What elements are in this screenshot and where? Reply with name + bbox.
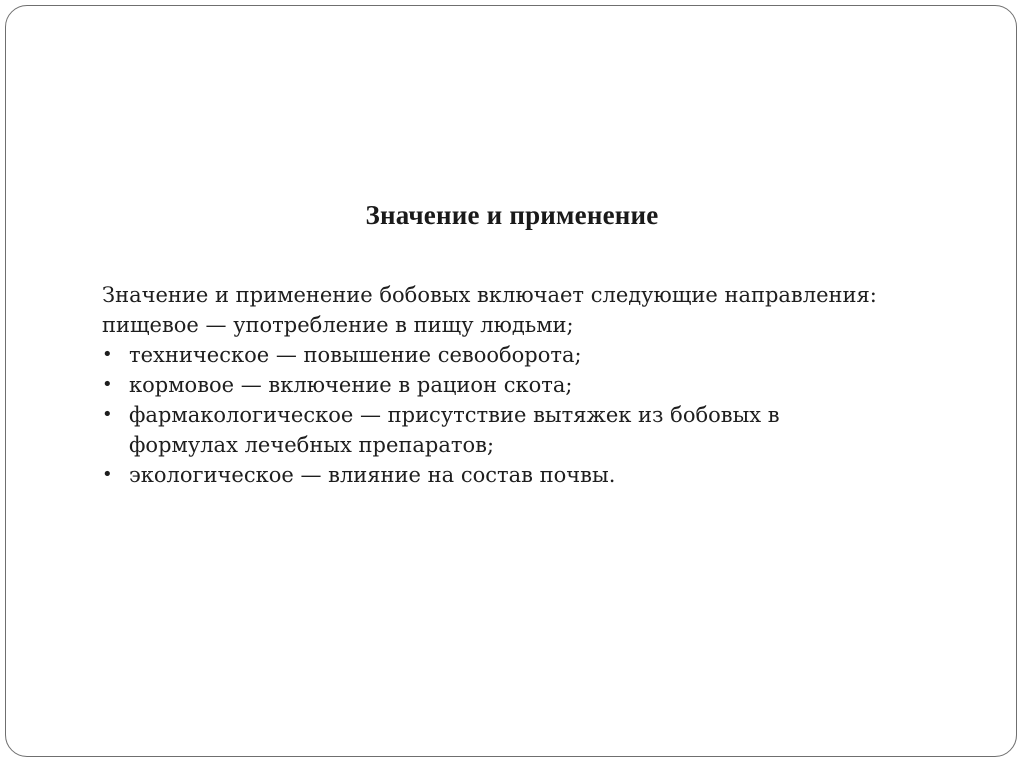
bullet-icon: • — [102, 374, 113, 395]
bullet-text: экологическое — влияние на состав почвы. — [129, 463, 616, 487]
bullet-item — [102, 340, 962, 370]
bullet-item — [102, 460, 962, 490]
intro-line: Значение и применение бобовых включает следующие направления: — [102, 283, 877, 307]
bullet-icon: • — [102, 404, 113, 425]
bullet-icon: • — [102, 344, 113, 365]
bullet-icon: • — [102, 464, 113, 485]
bullet-text: фармакологическое — присутствие вытяжек из бобовых в формулах лечебных препаратов; — [129, 403, 780, 457]
bullet-text: техническое — повышение севооборота; — [129, 343, 582, 367]
slide-body — [102, 280, 962, 490]
bullet-item — [102, 370, 962, 400]
bullet-list — [102, 340, 962, 490]
intro-line: пищевое — употребление в пищу людьми; — [102, 313, 574, 337]
slide-title: Значение и применение — [365, 200, 659, 230]
bullet-item — [102, 400, 962, 460]
bullet-text: кормовое — включение в рацион скота; — [129, 373, 573, 397]
